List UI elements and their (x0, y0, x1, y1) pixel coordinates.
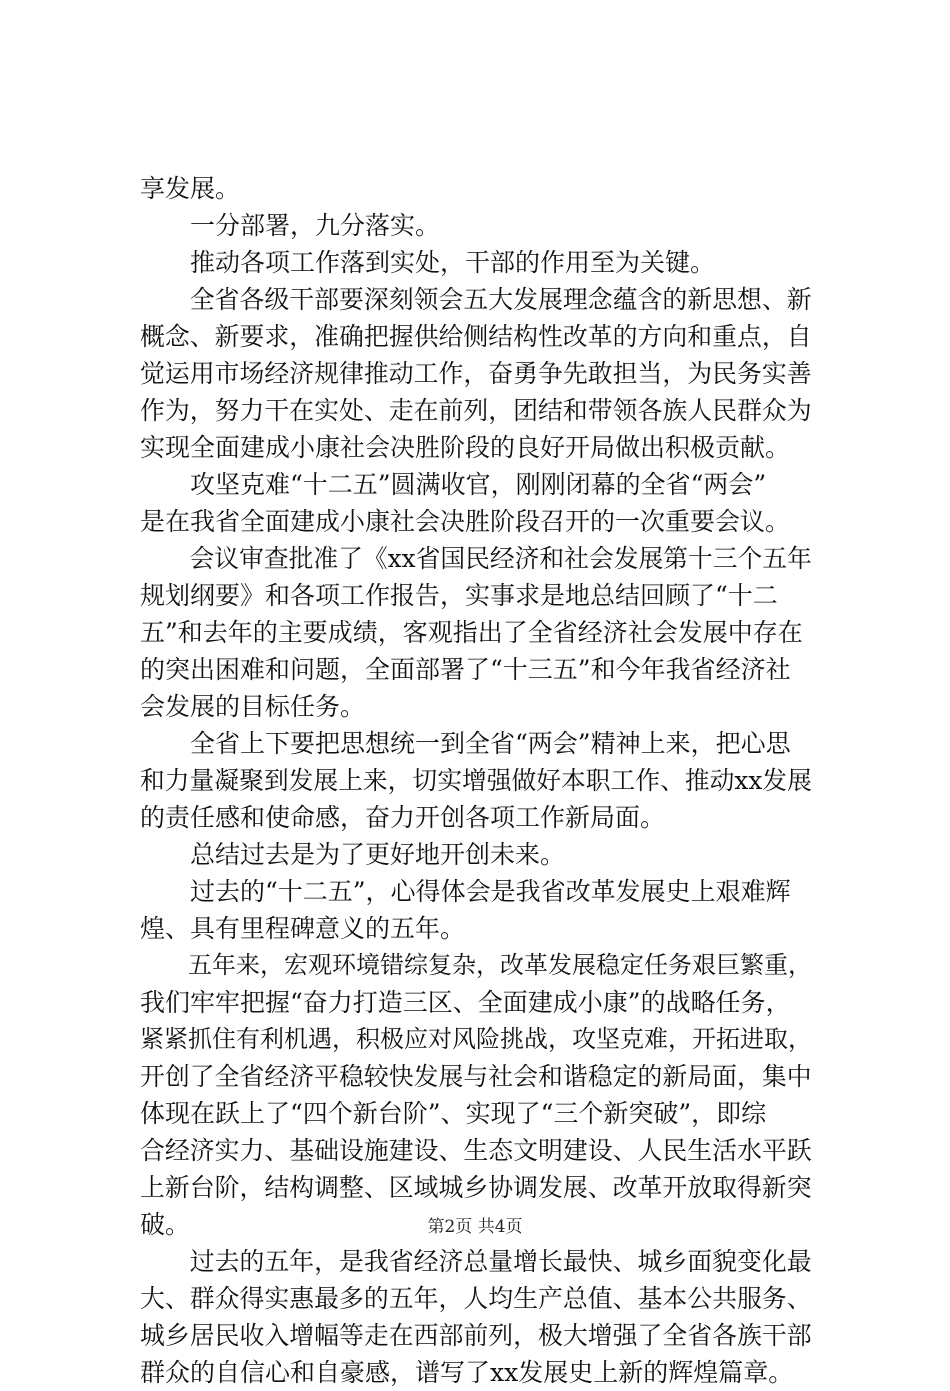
text-line: 上新台阶，结构调整、区域城乡协调发展、改革开放取得新突 (140, 1173, 812, 1202)
text-line: 作为，努力干在实处、走在前列，团结和带领各族人民群众为 (140, 396, 812, 425)
text-line: 实现全面建成小康社会决胜阶段的良好开局做出积极贡献。 (140, 433, 791, 462)
text-line: 全省上下要把思想统一到全省“两会”精神上来，把心思 (140, 729, 791, 758)
text-line: 总结过去是为了更好地开创未来。 (140, 840, 566, 869)
body-text (140, 170, 812, 1391)
text-line: 紧紧抓住有利机遇，积极应对风险挑战，攻坚克难，开拓进取， (140, 1025, 812, 1053)
text-line: 会议审查批准了《xx省国民经济和社会发展第十三个五年 (140, 544, 812, 573)
text-line: 一分部署，九分落实。 (140, 211, 441, 240)
text-line: 攻坚克难“十二五”圆满收官，刚刚闭幕的全省“两会” (140, 470, 767, 499)
text-line: 的责任感和使命感，奋力开创各项工作新局面。 (140, 803, 666, 832)
text-line: 煌、具有里程碑意义的五年。 (140, 914, 466, 943)
text-line: 开创了全省经济平稳较快发展与社会和谐稳定的新局面，集中 (140, 1062, 812, 1091)
text-line: 我们牢牢把握“奋力打造三区、全面建成小康”的战略任务， (140, 988, 791, 1017)
text-line: 是在我省全面建成小康社会决胜阶段召开的一次重要会议。 (140, 507, 791, 536)
text-line: 体现在跃上了“四个新台阶”、实现了“三个新突破”，即综 (140, 1099, 767, 1128)
text-line: 破。 (140, 1210, 191, 1239)
text-line: 概念、新要求，准确把握供给侧结构性改革的方向和重点，自 (140, 322, 812, 351)
text-line: 群众的自信心和自豪感，谱写了xx发展史上新的辉煌篇章。 (140, 1358, 794, 1387)
text-line: 全省各级干部要深刻领会五大发展理念蕴含的新思想、新 (140, 285, 812, 314)
text-line: 觉运用市场经济规律推动工作，奋勇争先敢担当，为民务实善 (140, 359, 812, 388)
text-line: 五”和去年的主要成绩，客观指出了全省经济社会发展中存在 (140, 618, 803, 647)
text-line: 过去的五年，是我省经济总量增长最快、城乡面貌变化最 (140, 1247, 812, 1276)
text-line: 推动各项工作落到实处，干部的作用至为关键。 (140, 248, 716, 277)
text-line: 五年来，宏观环境错综复杂，改革发展稳定任务艰巨繁重， (140, 951, 812, 979)
text-line: 规划纲要》和各项工作报告，实事求是地总结回顾了“十二 (140, 581, 778, 610)
text-line: 的突出困难和问题，全面部署了“十三五”和今年我省经济社 (140, 655, 791, 684)
text-line: 和力量凝聚到发展上来，切实增强做好本职工作、推动xx发展 (140, 766, 812, 795)
text-line: 享发展。 (140, 174, 241, 203)
text-line: 会发展的目标任务。 (140, 692, 366, 721)
text-line: 合经济实力、基础设施建设、生态文明建设、人民生活水平跃 (140, 1136, 812, 1165)
page-number-footer: 第2页 共4页 (427, 1217, 523, 1237)
text-line: 过去的“十二五”，心得体会是我省改革发展史上艰难辉 (140, 877, 791, 906)
text-line: 城乡居民收入增幅等走在西部前列，极大增强了全省各族干部 (140, 1321, 812, 1350)
text-line: 大、群众得实惠最多的五年，人均生产总值、基本公共服务、 (140, 1284, 812, 1313)
